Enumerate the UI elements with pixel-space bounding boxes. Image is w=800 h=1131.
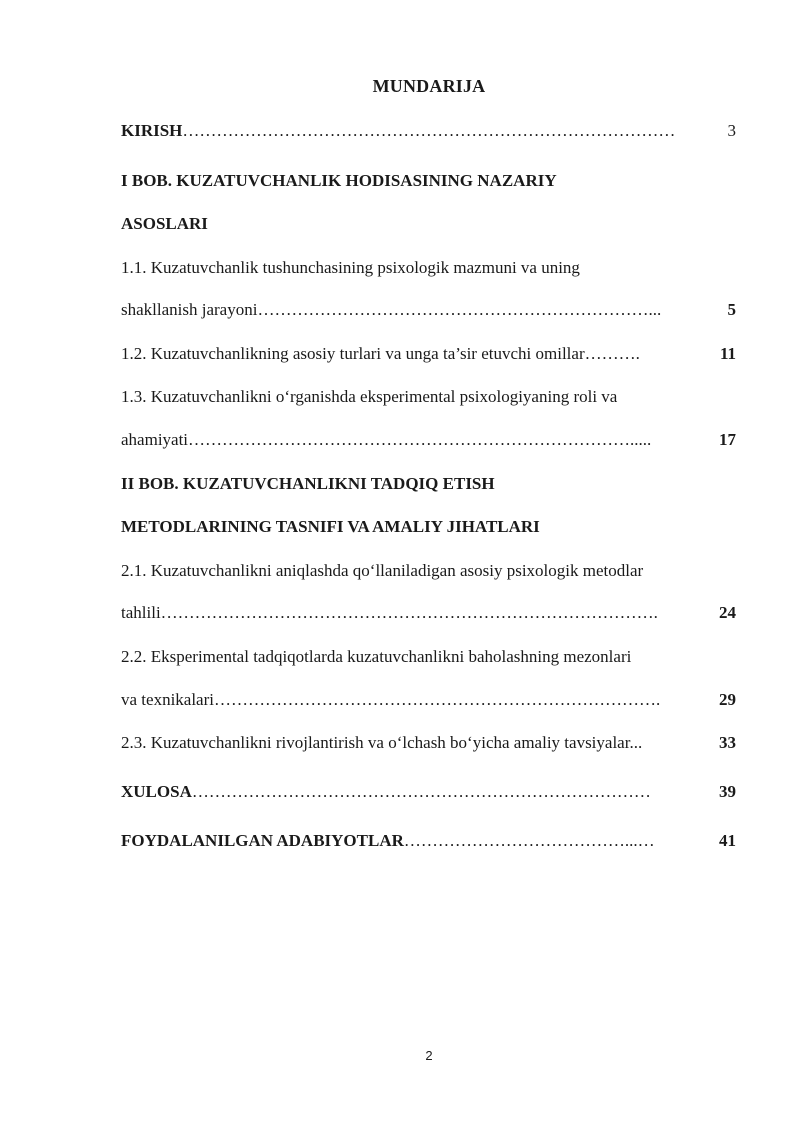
toc-entry-label: ahamiyati: [121, 430, 189, 449]
toc-page-number: 24: [719, 603, 736, 622]
toc-leader-dots: ……………………………………………………………...: [257, 300, 662, 319]
toc-leader-dots: ………………………………………………………………………: [191, 782, 651, 801]
toc-page-number: 33: [719, 733, 736, 752]
toc-page-number: 5: [727, 300, 736, 319]
toc-leader-dots: …………………………………………………………………….....: [188, 430, 652, 449]
toc-chapter-2-heading-cont[interactable]: [121, 516, 736, 538]
toc-entry-xulosa[interactable]: [121, 781, 736, 803]
toc-entry-label: FOYDALANILGAN ADABIYOTLAR: [121, 831, 404, 850]
toc-leader-dots: …………………………………………………………………….: [214, 690, 661, 709]
toc-entry-label: XULOSA: [121, 782, 192, 801]
toc-chapter-1-heading-cont[interactable]: [121, 213, 736, 235]
toc-entry-1-3[interactable]: [121, 386, 736, 408]
toc-entry-2-1[interactable]: [121, 560, 736, 582]
toc-entry-label: va texnikalari: [121, 690, 214, 709]
toc-entry-label: tahlili: [121, 603, 161, 622]
toc-entry-label: ASOSLARI: [121, 214, 208, 233]
toc-chapter-2-heading[interactable]: [121, 473, 736, 495]
toc-page-number: 41: [719, 831, 736, 850]
toc-leader-dots: …………………………………...…: [403, 831, 655, 850]
toc-leader-dots: ……….: [584, 344, 640, 363]
page-title: MUNDARIJA: [372, 76, 486, 96]
toc-page-number: 29: [719, 690, 736, 709]
toc-entry-1-1-cont[interactable]: [121, 299, 736, 321]
toc-entry-label: 2.2. Eksperimental tadqiqotlarda kuzatuvchanlikni baholashning mezonlari: [121, 647, 632, 666]
toc-entry-label: KIRISH: [121, 121, 183, 140]
toc-entry-kirish[interactable]: [121, 120, 736, 142]
toc-entry-2-2-cont[interactable]: [121, 689, 736, 711]
toc-entry-1-3-cont[interactable]: [121, 429, 736, 451]
toc-page-number: 3: [727, 121, 736, 140]
toc-entry-1-1[interactable]: [121, 257, 736, 279]
toc-entry-label: 2.1. Kuzatuvchanlikni aniqlashda qo‘llaniladigan asosiy psixologik metodlar: [121, 561, 644, 580]
toc-entry-2-1-cont[interactable]: [121, 602, 736, 624]
toc-entry-label: II BOB. KUZATUVCHANLIKNI TADQIQ ETISH: [121, 474, 495, 493]
toc-entry-label: 1.3. Kuzatuvchanlikni o‘rganishda eksperimental psixologiyaning roli va: [121, 387, 618, 406]
toc-entry-label: 2.3. Kuzatuvchanlikni rivojlantirish va o‘lchash bo‘yicha amaliy tavsiyalar...: [121, 733, 643, 752]
toc-chapter-1-heading[interactable]: [121, 170, 736, 192]
toc-entry-label: 1.2. Kuzatuvchanlikning asosiy turlari va unga ta’sir etuvchi omillar: [121, 344, 585, 363]
toc-entry-label: shakllanish jarayoni: [121, 300, 258, 319]
toc-page-number: 39: [719, 782, 736, 801]
toc-entry-adabiyotlar[interactable]: [121, 830, 736, 852]
toc-entry-label: I BOB. KUZATUVCHANLIK HODISASINING NAZARIY: [121, 171, 557, 190]
toc-page-number: 17: [719, 430, 736, 449]
toc-entry-2-2[interactable]: [121, 646, 736, 668]
toc-leader-dots: ……………………………………………………………………………: [182, 121, 676, 140]
toc-entry-label: METODLARINING TASNIFI VA AMALIY JIHATLARI: [121, 517, 540, 536]
toc-entry-1-2[interactable]: [121, 343, 736, 365]
toc-leader-dots: …………………………………………………………………………….: [160, 603, 658, 622]
toc-entry-label: 1.1. Kuzatuvchanlik tushunchasining psixologik mazmuni va uning: [121, 258, 580, 277]
toc-entry-2-3[interactable]: [121, 732, 736, 754]
page-number: 2: [425, 1048, 433, 1063]
toc-page-number: 11: [719, 344, 736, 363]
